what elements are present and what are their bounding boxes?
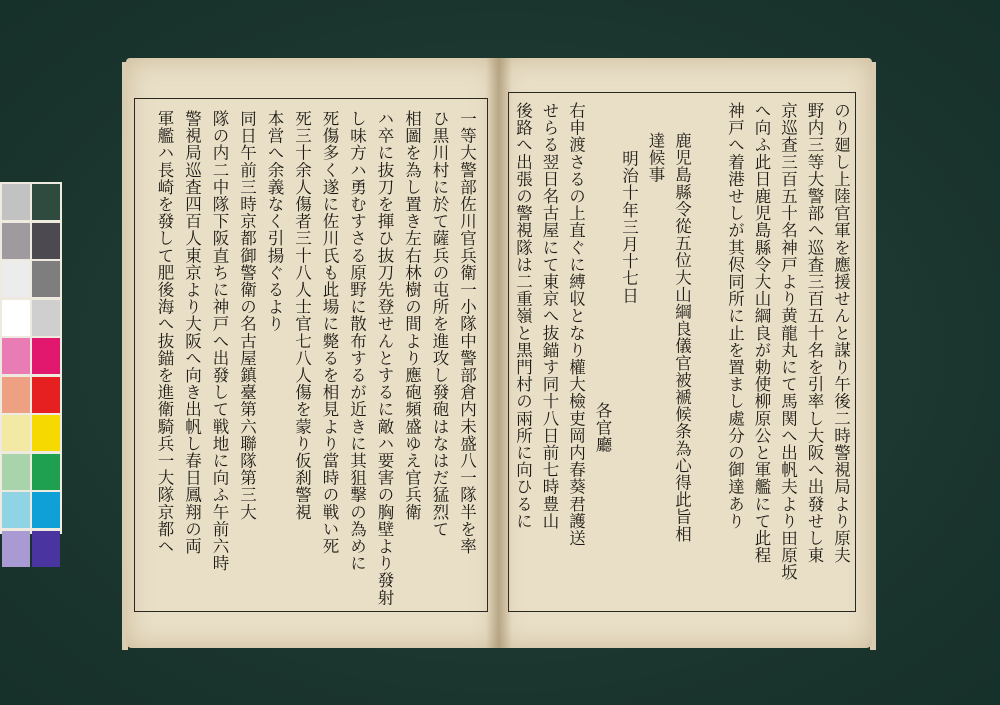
color-patch bbox=[2, 261, 30, 297]
color-patch bbox=[32, 454, 60, 490]
text-column: 本営へ余義なく引揚ぐるより bbox=[265, 110, 284, 333]
text-column: 相圖を為し置き左右林樹の間より應砲頻盛ゆえ官兵衛 bbox=[402, 110, 422, 521]
color-patch bbox=[32, 300, 60, 336]
text-column: 野内三等大警部へ巡査三百五十名を引率し大阪へ出發せし東 bbox=[805, 102, 824, 564]
color-patch bbox=[32, 531, 60, 567]
text-column: 鹿児島縣令從五位大山綱良儀官被褫候条為心得此旨相 bbox=[672, 132, 692, 543]
text-column: 京巡査三百五十名神戸より黄龍丸にて馬関へ出帆夫より田原坂 bbox=[778, 102, 798, 581]
text-column: 明治十年三月十七日 bbox=[619, 150, 639, 304]
left-page bbox=[126, 58, 498, 648]
color-patch bbox=[2, 223, 30, 259]
text-column: し味方ハ勇むすさる原野に散布するが近きに其狙撃の為めに bbox=[347, 110, 367, 572]
color-patch bbox=[32, 377, 60, 413]
text-column: ひ黒川村に於て薩兵の屯所を進攻し發砲はなはだ猛烈て bbox=[430, 110, 449, 538]
color-patch bbox=[32, 223, 60, 259]
text-column: 死傷多く遂に佐川氏も此場に斃るを相見より當時の戦い死 bbox=[320, 110, 339, 555]
color-calibration-card bbox=[0, 182, 62, 534]
color-patch bbox=[2, 454, 30, 490]
color-patch bbox=[2, 184, 30, 220]
open-book bbox=[126, 58, 872, 658]
text-column: ハ卒に抜刀を揮ひ抜刀先登せんとするに敵ハ要害の胸壁より發射 bbox=[375, 110, 394, 606]
color-patch bbox=[32, 492, 60, 528]
book-gutter bbox=[486, 58, 512, 648]
text-column: 隊の内二中隊下阪直ちに神戸へ出發して戦地に向ふ午前六時 bbox=[210, 110, 229, 572]
text-column: せらる翌日名古屋にて東京へ抜錨す同十八日前七時豊山 bbox=[540, 102, 559, 530]
text-column: 一等大警部佐川官兵衛一小隊中警部倉内未盛八一隊半を率 bbox=[457, 110, 477, 555]
text-column: 各官廳 bbox=[593, 402, 612, 454]
color-patch bbox=[32, 261, 60, 297]
color-patch bbox=[2, 338, 30, 374]
color-patch bbox=[32, 415, 60, 451]
text-column: 後路へ出張の警視隊は二重嶺と黒門村の兩所に向ひるに bbox=[513, 102, 533, 530]
text-column: 警視局巡査四百人東京より大阪へ向き出帆し春日鳳翔の両 bbox=[182, 110, 202, 555]
text-column: 死三十余人傷者三十八人士官七八人傷を蒙り仮刹警視 bbox=[292, 110, 312, 521]
text-column: 軍艦ハ長崎を發して肥後海へ抜錨を進衛騎兵一大隊京都ヘ bbox=[155, 110, 174, 555]
text-column: 達候事 bbox=[646, 132, 665, 184]
text-column: 右申渡さるの上直ぐに縛収となり權大檢吏岡内春葵君護送 bbox=[566, 102, 586, 547]
text-column: 神戸へ着港せしが其侭同所に止を置まし處分の御達あり bbox=[725, 102, 745, 530]
color-patch bbox=[2, 377, 30, 413]
color-patch bbox=[32, 338, 60, 374]
color-patch bbox=[2, 492, 30, 528]
color-patch bbox=[2, 415, 30, 451]
color-patch bbox=[32, 184, 60, 220]
text-column: へ向ふ此日鹿児島縣令大山綱良が勅使柳原公と軍艦にて此程 bbox=[752, 102, 771, 564]
text-column: 同日午前三時京都御警衛の名古屋鎮臺第六聯隊第三大 bbox=[237, 110, 257, 521]
color-patch bbox=[2, 531, 30, 567]
text-column: のり廻し上陸官軍を應援せんと謀り午後二時警視局より原夫 bbox=[831, 102, 851, 564]
color-patch bbox=[2, 300, 30, 336]
right-page bbox=[498, 58, 872, 648]
